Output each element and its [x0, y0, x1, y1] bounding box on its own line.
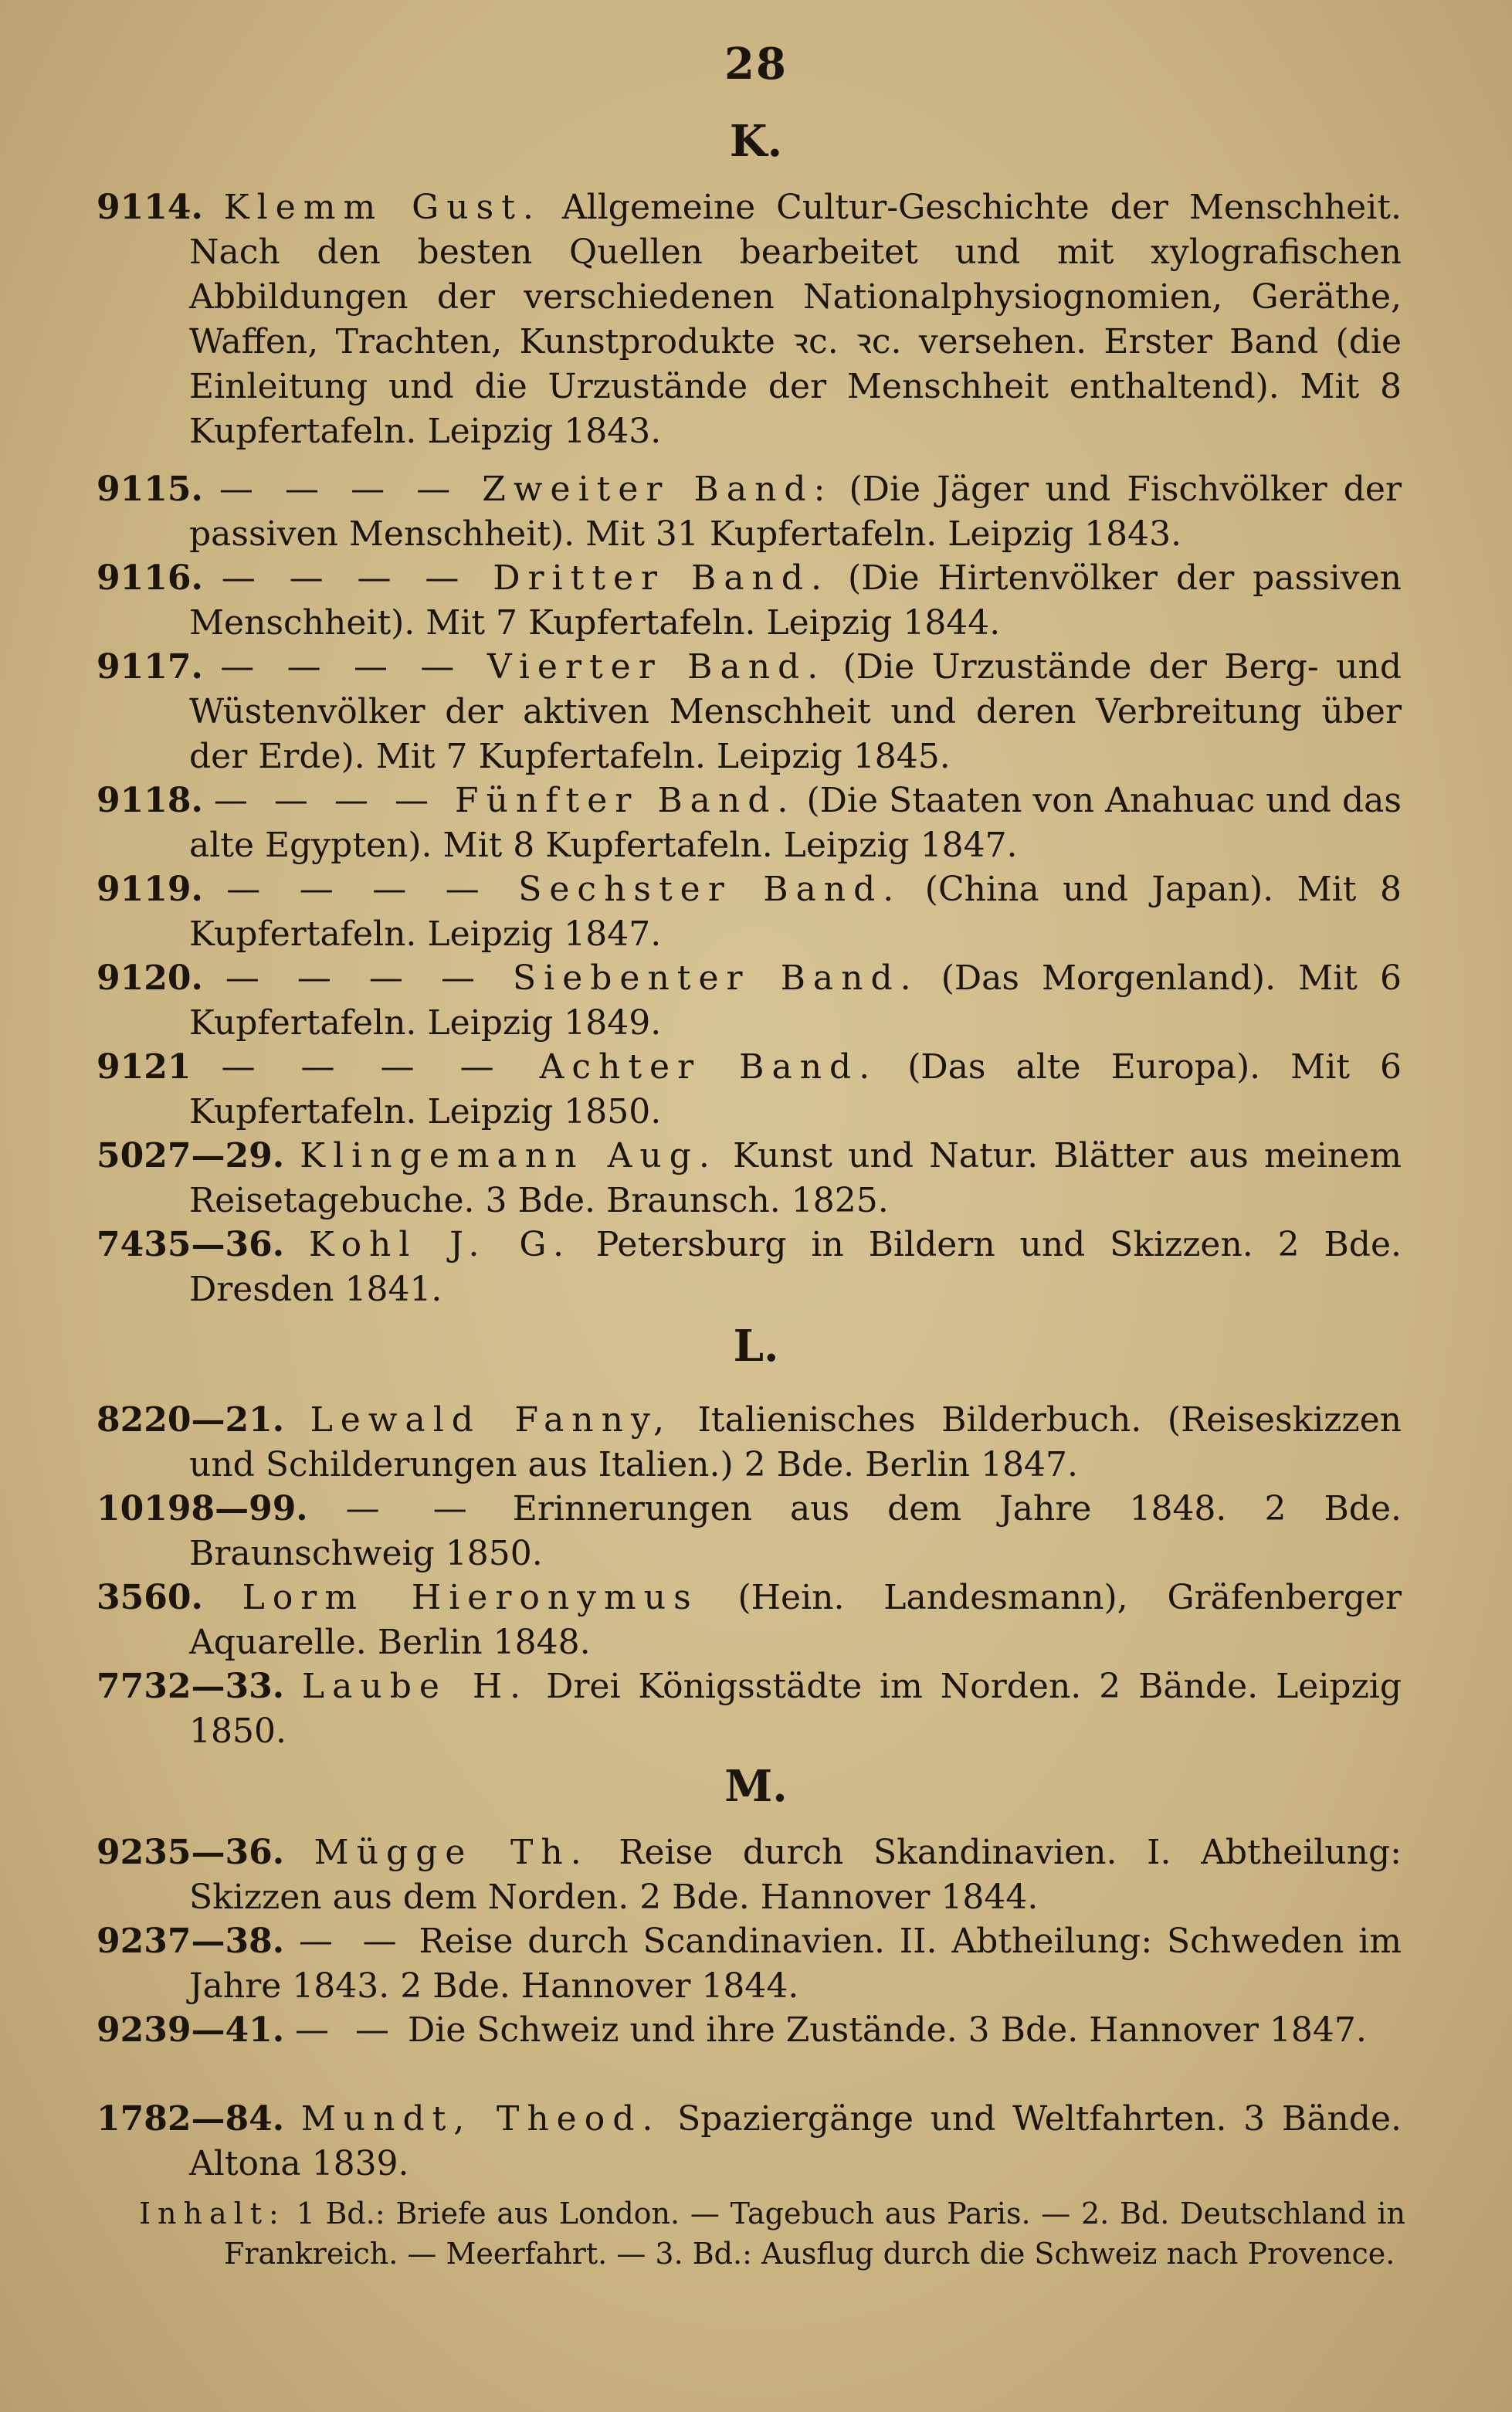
entry-number: 9119.: [97, 870, 203, 909]
entry-number: 7732—33.: [97, 1667, 285, 1706]
catalog-entry: [97, 867, 1402, 957]
catalog-entry: [97, 1487, 1402, 1576]
entry-number: 3560.: [97, 1578, 203, 1617]
entry-text: (Die Staaten von Anahuac und das alte Egypten). Mit 8 Kupfertafeln. Leipzig 1847.: [189, 781, 1402, 865]
entry-text: (China und Japan). Mit 8 Kupfertafeln. Leipzig 1847.: [189, 870, 1402, 954]
catalog-entry: [97, 2097, 1402, 2186]
entry-author: — —: [295, 2010, 398, 2050]
entry-text: (Die Urzustände der Berg- und Wüstenvölker der aktiven Menschheit und deren Verbreitung über der Erde). Mit 7 Kupfertafeln. Leipzig 1845.: [189, 647, 1402, 776]
catalog-entry: [97, 1664, 1402, 1754]
section-letter-m: M.: [724, 1761, 788, 1812]
catalog-entry: [97, 556, 1402, 646]
entry-author: — — — — Vierter Band.: [220, 647, 826, 687]
entry-author: — —: [345, 1489, 475, 1528]
entry-text: Kunst und Natur. Blätter aus meinem Reisetagebuche. 3 Bde. Braunsch. 1825.: [189, 1136, 1402, 1220]
entry-number: 9117.: [97, 647, 203, 687]
catalog-entry: [97, 1919, 1402, 2009]
entry-author: Mundt, Theod.: [300, 2099, 661, 2139]
entry-author: — — — — Fünfter Band.: [213, 781, 796, 820]
catalog-entry: [97, 1398, 1402, 1488]
entry-text: Erinnerungen aus dem Jahre 1848. 2 Bde. Braunschweig 1850.: [189, 1489, 1402, 1573]
entry-number: 9121: [97, 1047, 192, 1087]
catalog-entry: [97, 185, 1402, 454]
entry-author: Klemm Gust.: [223, 188, 541, 227]
entry-author: — — — — Siebenter Band.: [225, 958, 919, 998]
entry-number: 9114.: [97, 188, 203, 227]
entry-author: Kohl J. G.: [308, 1225, 571, 1264]
entry-number: 10198—99.: [97, 1489, 308, 1528]
catalog-entry: [97, 1223, 1402, 1312]
contents-text: 1 Bd.: Briefe aus London. — Tagebuch aus Paris. — 2. Bd. Deutschland in Frankreich. — Meerfahrt. — 3. Bd.: Ausflug durch die Schweiz nach Provence.: [224, 2197, 1405, 2271]
entry-author: Mügge Th.: [314, 1833, 589, 1872]
catalog-entry: [97, 1830, 1402, 1920]
catalog-entry: [97, 2008, 1402, 2053]
catalog-entry: [97, 645, 1402, 779]
entry-author: Lewald Fanny,: [310, 1400, 672, 1440]
entry-text: (Hein. Landesmann), Gräfenberger Aquarelle. Berlin 1848.: [189, 1578, 1402, 1662]
entry-text: Reise durch Skandinavien. I. Abtheilung: Skizzen aus dem Norden. 2 Bde. Hannover 1844.: [189, 1833, 1402, 1917]
entry-author: Lorm Hieronymus: [242, 1578, 699, 1617]
entry-number: 9115.: [97, 470, 203, 509]
catalog-entry: [97, 1576, 1402, 1665]
catalog-entry: [97, 956, 1402, 1046]
catalog-entry: [97, 467, 1402, 557]
entry-author: — —: [298, 1922, 405, 1961]
entry-author: — — — — Sechster Band.: [226, 870, 902, 909]
catalog-entry: [97, 779, 1402, 868]
entry-number: 1782—84.: [97, 2099, 285, 2139]
entry-number: 9235—36.: [97, 1833, 285, 1872]
entry-number: 7435—36.: [97, 1225, 285, 1264]
entry-author: — — — — Zweiter Band:: [219, 470, 833, 509]
entry-number: 9118.: [97, 781, 203, 820]
entry-text: (Das alte Europa). Mit 6 Kupfertafeln. Leipzig 1850.: [189, 1047, 1402, 1131]
contents-label: Inhalt:: [139, 2197, 286, 2231]
entry-text: Die Schweiz und ihre Zustände. 3 Bde. Hannover 1847.: [408, 2010, 1367, 2050]
entry-text: Reise durch Scandinavien. II. Abtheilung: Schweden im Jahre 1843. 2 Bde. Hannover 1844.: [189, 1922, 1402, 2006]
entry-text: Drei Königsstädte im Norden. 2 Bände. Leipzig 1850.: [189, 1667, 1402, 1751]
contents-note: [139, 2193, 1405, 2274]
entry-number: 9237—38.: [97, 1922, 285, 1961]
entry-number: 9120.: [97, 958, 203, 998]
entry-text: Petersburg in Bildern und Skizzen. 2 Bde. Dresden 1841.: [189, 1225, 1402, 1309]
entry-text: (Die Hirtenvölker der passiven Menschheit). Mit 7 Kupfertafeln. Leipzig 1844.: [189, 558, 1402, 643]
section-letter-k: K.: [729, 116, 783, 167]
entry-author: — — — — Achter Band.: [221, 1047, 878, 1087]
entry-author: Laube H.: [301, 1667, 529, 1706]
catalog-entry: [97, 1134, 1402, 1223]
entry-text: Italienisches Bilderbuch. (Reiseskizzen und Schilderungen aus Italien.) 2 Bde. Berlin 1847.: [189, 1400, 1402, 1484]
entry-text: (Das Morgenland). Mit 6 Kupfertafeln. Leipzig 1849.: [189, 958, 1402, 1043]
entry-number: 9116.: [97, 558, 203, 598]
page-number: 28: [724, 39, 788, 90]
entry-text: Allgemeine Cultur-Geschichte der Menschheit. Nach den besten Quellen bearbeitet und mit xylografischen Abbildungen der verschiedenen Nationalphysiognomien, Geräthe, Waffen, Trachten, Kunstprodukte ꝛc. ꝛc. versehen. Erster Band (die Einleitung und die Urzustände der Menschheit enthaltend). Mit 8 Kupfertafeln. Leipzig 1843.: [189, 188, 1402, 451]
entry-number: 8220—21.: [97, 1400, 285, 1440]
section-letter-l: L.: [733, 1321, 779, 1372]
entry-text: Spaziergänge und Weltfahrten. 3 Bände. Altona 1839.: [189, 2099, 1402, 2183]
entry-author: — — — — Dritter Band.: [221, 558, 830, 598]
entry-text: (Die Jäger und Fischvölker der passiven Menschheit). Mit 31 Kupfertafeln. Leipzig 1843.: [189, 470, 1402, 554]
catalog-entry: [97, 1045, 1402, 1135]
entry-number: 5027—29.: [97, 1136, 285, 1175]
entry-number: 9239—41.: [97, 2010, 285, 2050]
entry-author: Klingemann Aug.: [300, 1136, 717, 1175]
